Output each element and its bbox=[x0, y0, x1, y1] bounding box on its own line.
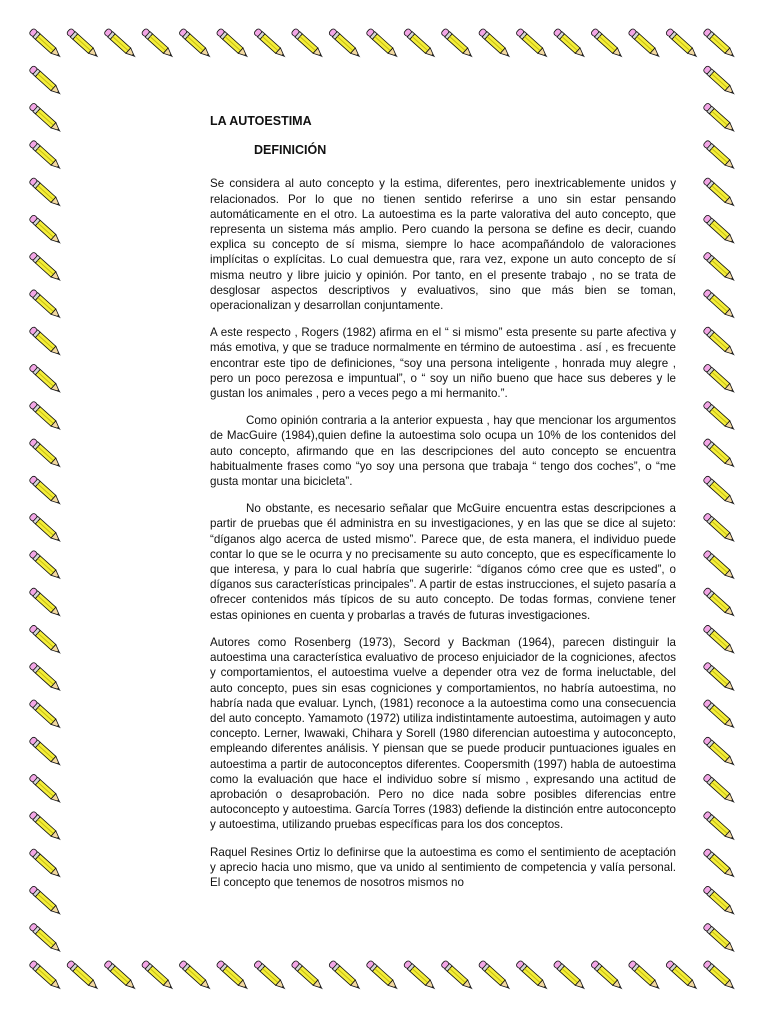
paragraph: Como opinión contraria a la anterior expuesta , hay que mencionar los argumentos de MacGuire (1984),quien define la autoestima solo ocupa un 10% de los contenidos del auto concepto, afirmando que en las descripciones del auto concepto se encuentra habitualmente frases como “yo soy una persona que trabaja “ tengo dos coches”, o “me gusta montar una bicicleta”. bbox=[210, 414, 676, 489]
pencil-icon bbox=[29, 624, 64, 656]
pencil-icon bbox=[665, 960, 700, 992]
paragraph: Raquel Resines Ortiz lo definirse que la autoestima es como el sentimiento de aceptación y aprecio hacia uno mismo, que va unido al sentimiento de competencia y valía personal. El concepto que tenemos de nosotros mismos no bbox=[210, 845, 676, 889]
pencil-icon bbox=[703, 848, 738, 880]
pencil-icon bbox=[29, 438, 64, 470]
pencil-icon bbox=[141, 960, 176, 992]
pencil-icon bbox=[216, 960, 251, 992]
pencil-icon bbox=[703, 811, 738, 843]
pencil-icon bbox=[29, 848, 64, 880]
pencil-icon bbox=[29, 252, 64, 284]
document-subtitle: DEFINICIÓN bbox=[254, 143, 327, 158]
pencil-icon bbox=[703, 28, 738, 60]
pencil-icon bbox=[703, 774, 738, 806]
paragraph: A este respecto , Rogers (1982) afirma en el “ si mismo” esta presente su parte afectiva y más emotiva, y que se traduce normalmente en término de autoestima . así , es frecuente encontrar este tipo de definiciones, “soy una persona inteligente , honrada muy alegre , pero un poco perezosa e impuntual”, o “ soy un niño bueno que hace sus deberes y le gustan los animales , pero a veces pego a mi hermanito.”. bbox=[210, 326, 676, 401]
pencil-icon bbox=[553, 960, 588, 992]
pencil-icon bbox=[179, 960, 214, 992]
pencil-icon bbox=[516, 960, 551, 992]
paragraph: Se considera al auto concepto y la estima, diferentes, pero inextricablemente unidos y relacionados. Por lo que no tienen sentido referirse a uno sin estar pensando automáticamente en el otro. La autoestima es la parte valorativa del auto concepto, que representa un sistema más amplio. Pero cuando la persona se define es decir, cuando explica su concepto de sí misma, siempre lo hace acompañándolo de valoraciones implícitas o explícitas. Lo cual demuestra que, rara vez, expone un auto concepto de sí misma neutro y libre juicio y opinión. Por tanto, en el presente trabajo , no se trata de desglosar aspectos descriptivos y evaluativos, sino que más bien se toman, operacionalizan y desarrollan conjuntamente. bbox=[210, 177, 676, 313]
pencil-icon bbox=[29, 475, 64, 507]
pencil-icon bbox=[66, 960, 101, 992]
pencil-icon bbox=[29, 662, 64, 694]
pencil-icon bbox=[29, 923, 64, 955]
pencil-icon bbox=[29, 65, 64, 97]
pencil-icon bbox=[29, 587, 64, 619]
pencil-icon bbox=[29, 401, 64, 433]
pencil-icon bbox=[703, 662, 738, 694]
pencil-icon bbox=[29, 214, 64, 246]
pencil-icon bbox=[703, 103, 738, 135]
pencil-icon bbox=[29, 885, 64, 917]
pencil-icon bbox=[703, 140, 738, 172]
pencil-icon bbox=[216, 28, 251, 60]
pencil-icon bbox=[328, 28, 363, 60]
paragraph: No obstante, es necesario señalar que McGuire encuentra estas descripciones a partir de pruebas que él administra en su investigaciones, y en las que se dice al sujeto: “díganos algo acerca de usted mismo”. Parece que, de esta manera, el individuo puede contar lo que se le ocurra y no precisamente su auto concepto, que es específicamente lo que interesa, y para lo cual habría que sugerirle: “díganos cómo cree que es usted”, o díganos sus características principales”. A partir de estas instrucciones, el sujeto pasaría a ofrecer contenidos más típicos de su auto concepto. De todas formas, conviene tener estas opiniones en cuenta y probarlas a través de futuras investigaciones. bbox=[210, 502, 676, 622]
pencil-icon bbox=[29, 103, 64, 135]
pencil-icon bbox=[29, 28, 64, 60]
pencil-icon bbox=[291, 28, 326, 60]
pencil-icon bbox=[703, 401, 738, 433]
pencil-icon bbox=[703, 363, 738, 395]
pencil-icon bbox=[104, 960, 139, 992]
pencil-icon bbox=[478, 28, 513, 60]
pencil-icon bbox=[29, 774, 64, 806]
pencil-icon bbox=[703, 177, 738, 209]
pencil-icon bbox=[703, 587, 738, 619]
pencil-icon bbox=[703, 513, 738, 545]
pencil-icon bbox=[516, 28, 551, 60]
pencil-icon bbox=[703, 736, 738, 768]
pencil-icon bbox=[291, 960, 326, 992]
pencil-icon bbox=[703, 699, 738, 731]
pencil-icon bbox=[253, 960, 288, 992]
pencil-icon bbox=[628, 28, 663, 60]
pencil-icon bbox=[66, 28, 101, 60]
pencil-icon bbox=[104, 28, 139, 60]
pencil-icon bbox=[29, 289, 64, 321]
document-body bbox=[210, 114, 676, 902]
pencil-icon bbox=[590, 28, 625, 60]
pencil-icon bbox=[703, 923, 738, 955]
pencil-icon bbox=[29, 140, 64, 172]
pencil-icon bbox=[703, 214, 738, 246]
pencil-icon bbox=[703, 550, 738, 582]
pencil-icon bbox=[29, 550, 64, 582]
pencil-icon bbox=[703, 65, 738, 97]
pencil-icon bbox=[29, 736, 64, 768]
pencil-icon bbox=[29, 811, 64, 843]
pencil-icon bbox=[703, 289, 738, 321]
pencil-icon bbox=[628, 960, 663, 992]
pencil-icon bbox=[703, 252, 738, 284]
pencil-icon bbox=[366, 960, 401, 992]
pencil-icon bbox=[665, 28, 700, 60]
pencil-icon bbox=[403, 28, 438, 60]
pencil-icon bbox=[703, 624, 738, 656]
pencil-icon bbox=[703, 960, 738, 992]
pencil-icon bbox=[29, 513, 64, 545]
pencil-icon bbox=[29, 326, 64, 358]
pencil-icon bbox=[29, 699, 64, 731]
pencil-icon bbox=[553, 28, 588, 60]
pencil-icon bbox=[590, 960, 625, 992]
pencil-icon bbox=[403, 960, 438, 992]
pencil-icon bbox=[253, 28, 288, 60]
pencil-icon bbox=[441, 28, 476, 60]
paragraph: Autores como Rosenberg (1973), Secord y Backman (1964), parecen distinguir la autoestima una característica evaluativo de proceso enjuiciador de la cogniciones, afectos y comportamientos, el autoestima vuelve a depender otra vez de forma ineluctable, del auto concepto, pues sin esas cogniciones y comportamientos, no habría autoestima, no habría nada que evaluar. Lynch, (1981) reconoce a la autoestima como una consecuencia del auto concepto. Yamamoto (1972) utiliza indistintamente autoestima, autoimagen y auto concepto. Lerner, Iwawaki, Chihara y Sorell (1980 diferencian autoestima y autoconcepto, empleando diferentes análisis. Y piensan que se puede producir puntuaciones iguales en autoestima a partir de autoconceptos diferentes. Coopersmith (1997) habla de autoestima como la evaluación que hace el individuo sobre sí mismo , expresando una actitud de aprobación o desaprobación. Pero no dice nada sobre posibles diferencias entre autoconcepto y autoestima. García Torres (1983) defiende la distinción entre autoconcepto y autoestima, utilizando pruebas específicas para los dos conceptos. bbox=[210, 635, 676, 832]
pencil-icon bbox=[328, 960, 363, 992]
pencil-icon bbox=[29, 363, 64, 395]
pencil-icon bbox=[478, 960, 513, 992]
pencil-icon bbox=[441, 960, 476, 992]
pencil-icon bbox=[29, 960, 64, 992]
pencil-icon bbox=[703, 438, 738, 470]
pencil-icon bbox=[703, 326, 738, 358]
pencil-icon bbox=[703, 475, 738, 507]
pencil-icon bbox=[29, 177, 64, 209]
pencil-icon bbox=[366, 28, 401, 60]
document-title: LA AUTOESTIMA bbox=[210, 114, 312, 128]
pencil-icon bbox=[179, 28, 214, 60]
pencil-icon bbox=[703, 885, 738, 917]
pencil-icon bbox=[141, 28, 176, 60]
